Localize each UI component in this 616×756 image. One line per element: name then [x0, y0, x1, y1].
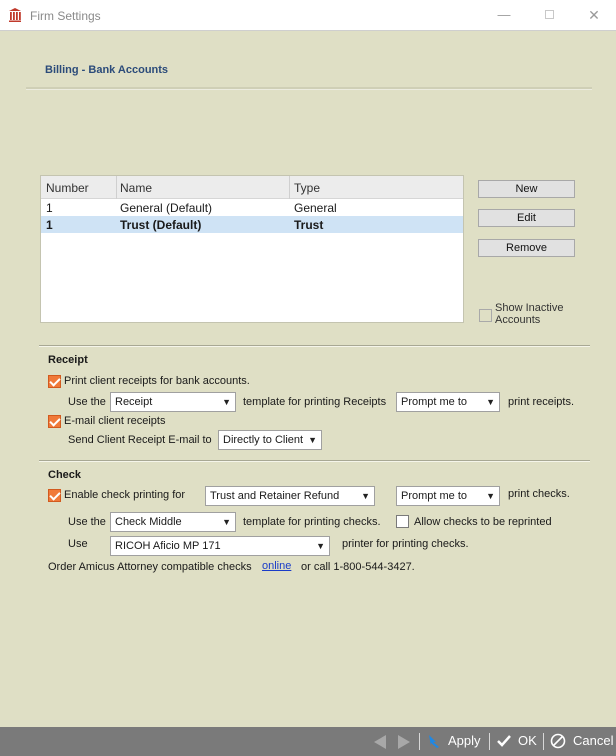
remove-button[interactable]: Remove [478, 239, 575, 257]
check-template-value: Check Middle [115, 516, 182, 528]
minimize-button[interactable]: — [497, 7, 511, 22]
dropdown-arrow-icon: ▼ [486, 397, 495, 407]
receipt-template-value: Receipt [115, 396, 153, 408]
show-inactive-label-line2: Accounts [495, 314, 541, 326]
table-row[interactable] [41, 199, 463, 216]
call-text: or call 1-800-544-3427. [301, 561, 415, 573]
window-title: Firm Settings [30, 9, 101, 23]
show-inactive-checkbox[interactable] [479, 309, 492, 322]
cancel-label: Cancel [573, 733, 614, 748]
order-checks-text: Order Amicus Attorney compatible checks [48, 561, 252, 573]
dropdown-arrow-icon: ▼ [222, 517, 231, 527]
table-header [41, 176, 463, 199]
check-printing-type-value: Trust and Retainer Refund [210, 490, 340, 502]
footer-separator [489, 733, 490, 750]
maximize-button[interactable] [539, 6, 559, 24]
check-template-suffix: template for printing checks. [243, 516, 381, 528]
maximize-icon [545, 10, 554, 19]
allow-reprint-checkbox[interactable] [396, 515, 409, 528]
footer-separator [543, 733, 544, 750]
ok-label: OK [518, 733, 537, 748]
bank-accounts-table[interactable] [40, 175, 464, 323]
cell-name: Trust (Default) [120, 218, 202, 232]
email-receipts-label: E-mail client receipts [64, 415, 166, 427]
check-use-label: Use [68, 538, 88, 550]
dropdown-arrow-icon: ▼ [486, 491, 495, 501]
section-rule [26, 87, 592, 90]
column-divider [116, 176, 117, 199]
dropdown-arrow-icon: ▼ [308, 435, 317, 445]
column-header-name[interactable]: Name [120, 181, 153, 195]
check-group-title: Check [48, 469, 82, 481]
check-prompt-select[interactable] [396, 486, 500, 506]
receipt-divider [39, 345, 590, 347]
online-link[interactable]: online [262, 560, 292, 572]
printer-value: RICOH Aficio MP 171 [115, 540, 221, 552]
column-divider [289, 176, 290, 199]
show-inactive-label-line1: Show Inactive [495, 302, 564, 314]
close-button[interactable]: ✕ [588, 7, 600, 23]
apply-button[interactable] [425, 727, 483, 756]
new-button[interactable]: New [478, 180, 575, 198]
cell-type: General [294, 201, 337, 215]
dropdown-arrow-icon: ▼ [361, 491, 370, 501]
table-row-selected[interactable] [41, 216, 463, 233]
cancel-button[interactable] [549, 727, 615, 756]
receipt-prompt-value: Prompt me to [401, 396, 468, 408]
receipt-prompt-suffix: print receipts. [508, 396, 575, 408]
print-receipts-label: Print client receipts for bank accounts. [64, 375, 250, 387]
check-prompt-suffix: print checks. [508, 488, 570, 500]
title-bar [0, 0, 616, 31]
column-header-number[interactable]: Number [46, 181, 89, 195]
email-receipts-checkbox[interactable] [48, 415, 61, 428]
apply-arrow-icon [426, 733, 442, 749]
receipt-group-title: Receipt [48, 354, 88, 366]
cancel-icon [550, 733, 566, 749]
dropdown-arrow-icon: ▼ [316, 541, 325, 551]
footer-separator [419, 733, 420, 750]
check-use-the-label: Use the [68, 516, 106, 528]
footer-bar [0, 727, 616, 756]
cell-name: General (Default) [120, 201, 213, 215]
enable-check-printing-checkbox[interactable] [48, 489, 61, 502]
receipt-prompt-select[interactable] [396, 392, 500, 412]
send-receipt-value: Directly to Client [223, 434, 304, 446]
check-template-select[interactable] [110, 512, 236, 532]
ok-button[interactable] [495, 727, 539, 756]
check-printing-type-select[interactable] [205, 486, 375, 506]
apply-label: Apply [448, 733, 481, 748]
column-header-type[interactable]: Type [294, 181, 321, 195]
checkmark-icon [496, 733, 512, 749]
edit-button[interactable]: Edit [478, 209, 575, 227]
cell-number: 1 [46, 201, 53, 215]
enable-check-printing-label: Enable check printing for [64, 489, 186, 501]
receipt-use-the-label: Use the [68, 396, 106, 408]
page-title: Billing - Bank Accounts [45, 64, 169, 76]
send-receipt-label: Send Client Receipt E-mail to [68, 434, 212, 446]
send-receipt-select[interactable] [218, 430, 322, 450]
previous-arrow-icon[interactable] [374, 735, 386, 749]
dropdown-arrow-icon: ▼ [222, 397, 231, 407]
allow-reprint-label: Allow checks to be reprinted [414, 516, 552, 528]
check-prompt-value: Prompt me to [401, 490, 468, 502]
next-arrow-icon[interactable] [398, 735, 410, 749]
print-receipts-checkbox[interactable] [48, 375, 61, 388]
check-divider [39, 460, 590, 462]
printer-select[interactable] [110, 536, 330, 556]
cell-number: 1 [46, 218, 53, 232]
amicus-logo-icon [7, 7, 23, 23]
receipt-template-suffix: template for printing Receipts [243, 396, 387, 408]
printer-suffix: printer for printing checks. [342, 538, 469, 550]
cell-type: Trust [294, 218, 324, 232]
receipt-template-select[interactable] [110, 392, 236, 412]
